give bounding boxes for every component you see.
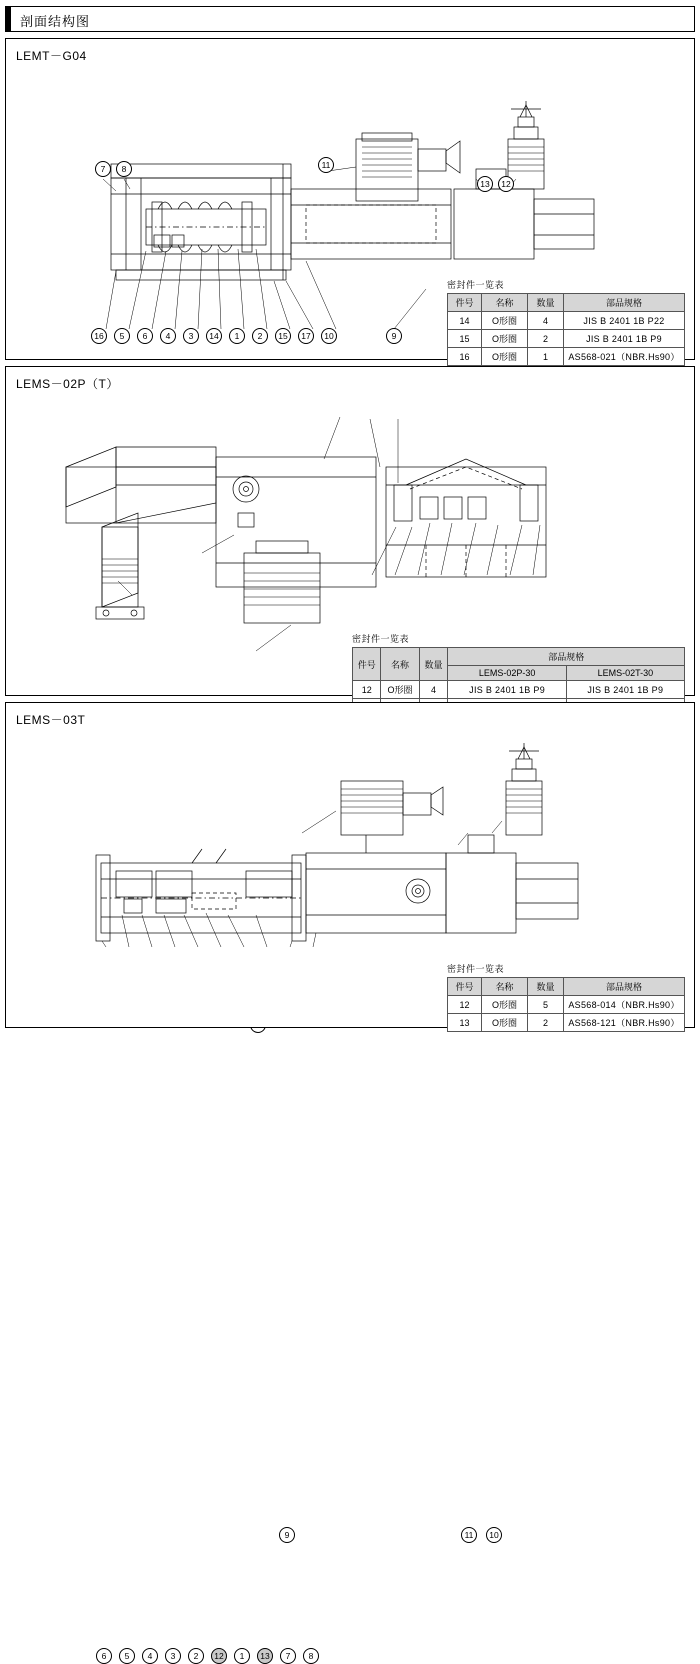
th-spec-02t: LEMS-02T-30 [566,666,684,681]
cell-spec: AS568-121（NBR.Hs90） [564,1014,685,1032]
cell-qty: 1 [528,348,564,366]
callout-balloon: 6 [137,328,153,344]
table-row [448,1014,685,1032]
section-label: LEMS－03T [16,713,86,727]
th-item-no: 件号 [353,648,381,681]
th-item-no: 件号 [448,294,482,312]
callout-balloon: 5 [114,328,130,344]
table-row [448,330,685,348]
callout-balloon: 7 [280,1648,296,1664]
callout-balloon: 14 [206,328,222,344]
callout-balloon: 1 [229,328,245,344]
table-row [353,681,685,699]
callout-balloon: 8 [116,161,132,177]
table-caption: 密封件一览表 [447,964,505,974]
cell-spec: JIS B 2401 1B P9 [564,330,685,348]
cell-qty: 2 [528,330,564,348]
callout-balloon: 4 [142,1648,158,1664]
table-header-row [448,978,685,996]
cell-item-no: 12 [448,996,482,1014]
callout-balloon: 17 [298,328,314,344]
callout-balloon: 5 [119,1648,135,1664]
callout-balloon: 2 [252,328,268,344]
page-title: 剖面结构图 [20,14,91,29]
cell-qty: 5 [528,996,564,1014]
th-spec: 部品规格 [564,978,685,996]
th-spec: 部品规格 [564,294,685,312]
th-qty: 数量 [419,648,448,681]
cell-name: O形圈 [482,1014,528,1032]
cell-item-no: 15 [448,330,482,348]
cell-name: O形圈 [482,330,528,348]
table-row [448,348,685,366]
callout-balloon: 3 [183,328,199,344]
callout-balloon: 10 [486,1527,502,1543]
cell-name: O形圈 [482,348,528,366]
callout-balloon: 8 [303,1648,319,1664]
callout-balloon: 9 [279,1527,295,1543]
callout-balloon: 13 [477,176,493,192]
cell-spec-02p: JIS B 2401 1B P9 [448,681,566,699]
cell-item-no: 16 [448,348,482,366]
cell-qty: 2 [528,1014,564,1032]
table-header-row-group [353,648,685,666]
callout-balloon: 7 [95,161,111,177]
th-qty: 数量 [528,294,564,312]
callout-balloon: 12 [211,1648,227,1664]
callout-balloon: 13 [257,1648,273,1664]
callout-balloon: 15 [275,328,291,344]
callout-balloon: 6 [96,1648,112,1664]
th-item-no: 件号 [448,978,482,996]
table-header-row [448,294,685,312]
section-label: LEMS－02P（T） [16,377,119,391]
callout-balloon: 9 [386,328,402,344]
th-name: 名称 [482,978,528,996]
cell-spec-02t: JIS B 2401 1B P9 [566,681,684,699]
th-name: 名称 [381,648,419,681]
callout-balloon: 2 [188,1648,204,1664]
cell-spec: JIS B 2401 1B P22 [564,312,685,330]
cell-name: O形圈 [381,681,419,699]
th-name: 名称 [482,294,528,312]
callout-balloon: 3 [165,1648,181,1664]
callout-balloon: 1 [234,1648,250,1664]
callout-balloon: 4 [160,328,176,344]
th-qty: 数量 [528,978,564,996]
cell-item-no: 14 [448,312,482,330]
table-row [448,996,685,1014]
callout-balloon: 12 [498,176,514,192]
callout-balloon: 11 [318,157,334,173]
th-spec-group: 部品规格 [448,648,685,666]
callout-balloon: 10 [321,328,337,344]
title-accent-bar [6,7,11,31]
cell-spec: AS568-021（NBR.Hs90） [564,348,685,366]
cell-name: O形圈 [482,996,528,1014]
seal-parts-table-3-wrap [447,962,685,1032]
table-caption: 密封件一览表 [447,280,505,290]
cell-spec: AS568-014（NBR.Hs90） [564,996,685,1014]
table-row [448,312,685,330]
th-spec-02p: LEMS-02P-30 [448,666,566,681]
table-caption: 密封件一览表 [352,634,410,644]
cell-name: O形圈 [482,312,528,330]
callout-balloon: 11 [461,1527,477,1543]
cell-qty: 4 [419,681,448,699]
seal-parts-table-3 [447,977,685,1032]
callout-balloon: 16 [91,328,107,344]
cell-item-no: 13 [448,1014,482,1032]
cell-qty: 4 [528,312,564,330]
section-label: LEMT－G04 [16,49,87,63]
cell-item-no: 12 [353,681,381,699]
page-title-bar [5,6,695,32]
